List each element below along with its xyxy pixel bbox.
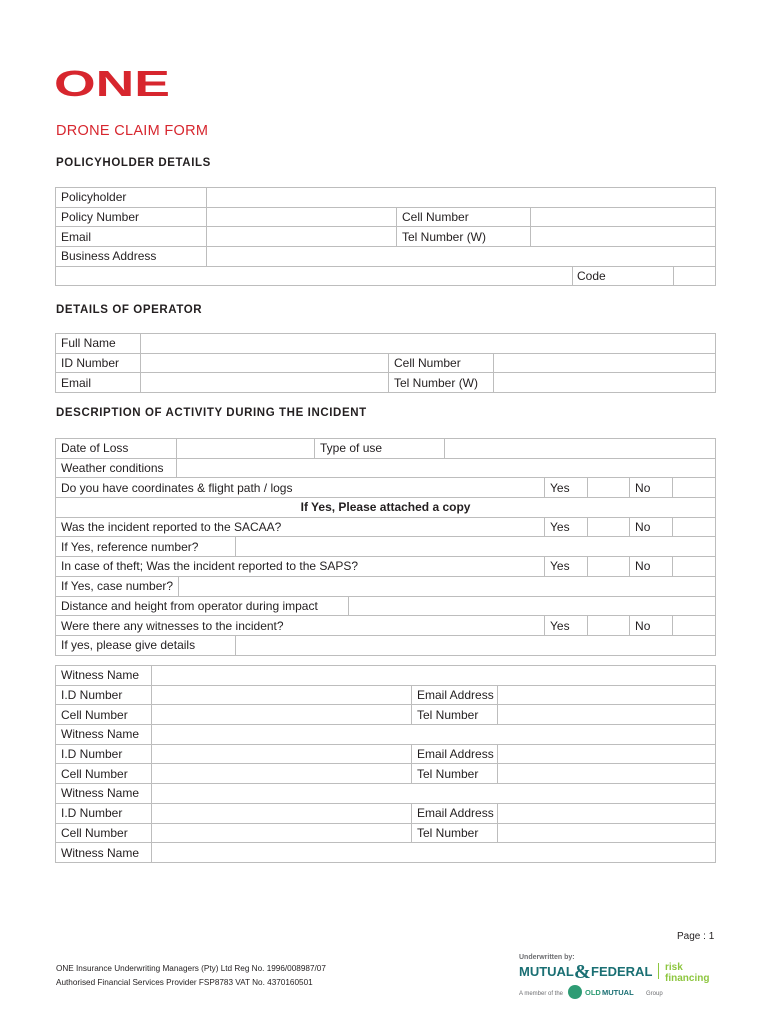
no-checkbox-coordinates[interactable] <box>673 478 716 498</box>
cell-field-2[interactable] <box>152 764 412 784</box>
ref-number-field[interactable] <box>236 537 716 557</box>
label-policy-number: Policy Number <box>56 207 207 227</box>
no-checkbox-sacaa[interactable] <box>673 517 716 537</box>
svg-text:risk: risk <box>665 962 683 973</box>
id-field-3[interactable] <box>152 803 412 823</box>
label-no-coordinates: No <box>630 478 673 498</box>
cell-field-1[interactable] <box>152 705 412 725</box>
label-saps: In case of theft; Was the incident reported to the SAPS? <box>56 557 545 577</box>
label-sacaa: Was the incident reported to the SACAA? <box>56 517 545 537</box>
witness-name-field-1[interactable] <box>152 666 716 686</box>
label-full-name: Full Name <box>56 334 141 354</box>
yes-checkbox-sacaa[interactable] <box>588 517 630 537</box>
label-id-2: I.D Number <box>56 744 152 764</box>
label-yes-witnesses: Yes <box>545 616 588 636</box>
give-details-field[interactable] <box>236 635 716 655</box>
label-tel-w: Tel Number (W) <box>397 227 531 247</box>
email-field[interactable] <box>207 227 397 247</box>
label-cell-1: Cell Number <box>56 705 152 725</box>
label-witness-name-2: Witness Name <box>56 725 152 745</box>
one-logo <box>54 68 172 98</box>
policyholder-table <box>55 187 716 286</box>
label-coordinates: Do you have coordinates & flight path / logs <box>56 478 545 498</box>
svg-text:A member of the: A member of the <box>519 991 564 997</box>
label-yes-saps: Yes <box>545 557 588 577</box>
id-field-1[interactable] <box>152 685 412 705</box>
label-yes-sacaa: Yes <box>545 517 588 537</box>
form-title: DRONE CLAIM FORM <box>56 123 209 139</box>
label-email-1: Email Address <box>412 685 498 705</box>
svg-text:OLD: OLD <box>585 988 601 997</box>
activity-table <box>55 438 716 656</box>
policyholder-field[interactable] <box>207 188 716 208</box>
label-tel-1: Tel Number <box>412 705 498 725</box>
yes-checkbox-saps[interactable] <box>588 557 630 577</box>
label-business-address: Business Address <box>56 247 207 267</box>
label-cell-3: Cell Number <box>56 823 152 843</box>
label-policyholder: Policyholder <box>56 188 207 208</box>
label-no-witnesses: No <box>630 616 673 636</box>
label-id-3: I.D Number <box>56 803 152 823</box>
id-number-field[interactable] <box>141 353 389 373</box>
label-tel-3: Tel Number <box>412 823 498 843</box>
company-line: ONE Insurance Underwriting Managers (Pty) Ltd Reg No. 1996/008987/07 <box>56 964 326 973</box>
email-field-3[interactable] <box>498 803 716 823</box>
label-cell-number: Cell Number <box>397 207 531 227</box>
svg-text:Group: Group <box>646 991 663 997</box>
svg-text:&: & <box>574 961 591 983</box>
svg-text:MUTUAL: MUTUAL <box>602 988 634 997</box>
tel-field-2[interactable] <box>498 764 716 784</box>
policy-number-field[interactable] <box>207 207 397 227</box>
full-name-field[interactable] <box>141 334 716 354</box>
label-tel-2: Tel Number <box>412 764 498 784</box>
tel-field-3[interactable] <box>498 823 716 843</box>
id-field-2[interactable] <box>152 744 412 764</box>
mutual-federal-logo <box>518 951 718 1001</box>
yes-checkbox-coordinates[interactable] <box>588 478 630 498</box>
tel-w-field[interactable] <box>531 227 716 247</box>
email-field-2[interactable] <box>498 744 716 764</box>
svg-text:Underwritten by:: Underwritten by: <box>519 954 575 961</box>
label-type-of-use: Type of use <box>315 439 445 459</box>
label-op-email: Email <box>56 373 141 393</box>
fsp-line: Authorised Financial Services Provider FSP8783 VAT No. 4370160501 <box>56 978 313 987</box>
label-witness-name-4: Witness Name <box>56 843 152 863</box>
op-cell-field[interactable] <box>494 353 716 373</box>
yes-checkbox-witnesses[interactable] <box>588 616 630 636</box>
type-of-use-field[interactable] <box>445 439 716 459</box>
section-heading-operator: DETAILS OF OPERATOR <box>56 304 203 316</box>
no-checkbox-saps[interactable] <box>673 557 716 577</box>
label-witness-name-1: Witness Name <box>56 666 152 686</box>
section-heading-policyholder: POLICYHOLDER DETAILS <box>56 157 211 169</box>
code-field[interactable] <box>674 266 716 286</box>
case-number-field[interactable] <box>179 576 716 596</box>
svg-text:ONE: ONE <box>54 68 170 98</box>
label-give-details: If yes, please give details <box>56 635 236 655</box>
no-checkbox-witnesses[interactable] <box>673 616 716 636</box>
date-of-loss-field[interactable] <box>177 439 315 459</box>
business-address-field-2[interactable] <box>56 266 573 286</box>
old-mutual-emblem-icon <box>568 985 582 999</box>
label-id-1: I.D Number <box>56 685 152 705</box>
section-heading-activity: DESCRIPTION OF ACTIVITY DURING THE INCIDENT <box>56 407 367 419</box>
page-number: Page : 1 <box>677 931 715 942</box>
business-address-field[interactable] <box>207 247 716 267</box>
distance-field[interactable] <box>349 596 716 616</box>
label-witnesses: Were there any witnesses to the incident? <box>56 616 545 636</box>
op-tel-field[interactable] <box>494 373 716 393</box>
label-email-3: Email Address <box>412 803 498 823</box>
svg-text:MUTUAL: MUTUAL <box>519 964 574 979</box>
label-case-number: If Yes, case number? <box>56 576 179 596</box>
label-code: Code <box>577 269 606 284</box>
tel-field-1[interactable] <box>498 705 716 725</box>
code-label-cell <box>573 266 674 286</box>
svg-text:FEDERAL: FEDERAL <box>591 964 653 979</box>
label-yes-coordinates: Yes <box>545 478 588 498</box>
label-distance: Distance and height from operator during impact <box>56 596 349 616</box>
label-op-tel: Tel Number (W) <box>389 373 494 393</box>
weather-field[interactable] <box>177 458 716 478</box>
witness-name-field-3[interactable] <box>152 784 716 804</box>
label-weather: Weather conditions <box>56 458 177 478</box>
op-email-field[interactable] <box>141 373 389 393</box>
label-id-number: ID Number <box>56 353 141 373</box>
label-cell-2: Cell Number <box>56 764 152 784</box>
label-email: Email <box>56 227 207 247</box>
witness-name-field-2[interactable] <box>152 725 716 745</box>
label-date-of-loss: Date of Loss <box>56 439 177 459</box>
label-ref-number: If Yes, reference number? <box>56 537 236 557</box>
witness-name-field-4[interactable] <box>152 843 716 863</box>
label-witness-name-3: Witness Name <box>56 784 152 804</box>
email-field-1[interactable] <box>498 685 716 705</box>
label-no-sacaa: No <box>630 517 673 537</box>
witness-table <box>55 665 716 863</box>
label-email-2: Email Address <box>412 744 498 764</box>
cell-number-field[interactable] <box>531 207 716 227</box>
attach-note: If Yes, Please attached a copy <box>56 498 716 518</box>
cell-field-3[interactable] <box>152 823 412 843</box>
operator-table <box>55 333 716 393</box>
label-no-saps: No <box>630 557 673 577</box>
svg-text:financing: financing <box>665 973 710 984</box>
label-op-cell: Cell Number <box>389 353 494 373</box>
